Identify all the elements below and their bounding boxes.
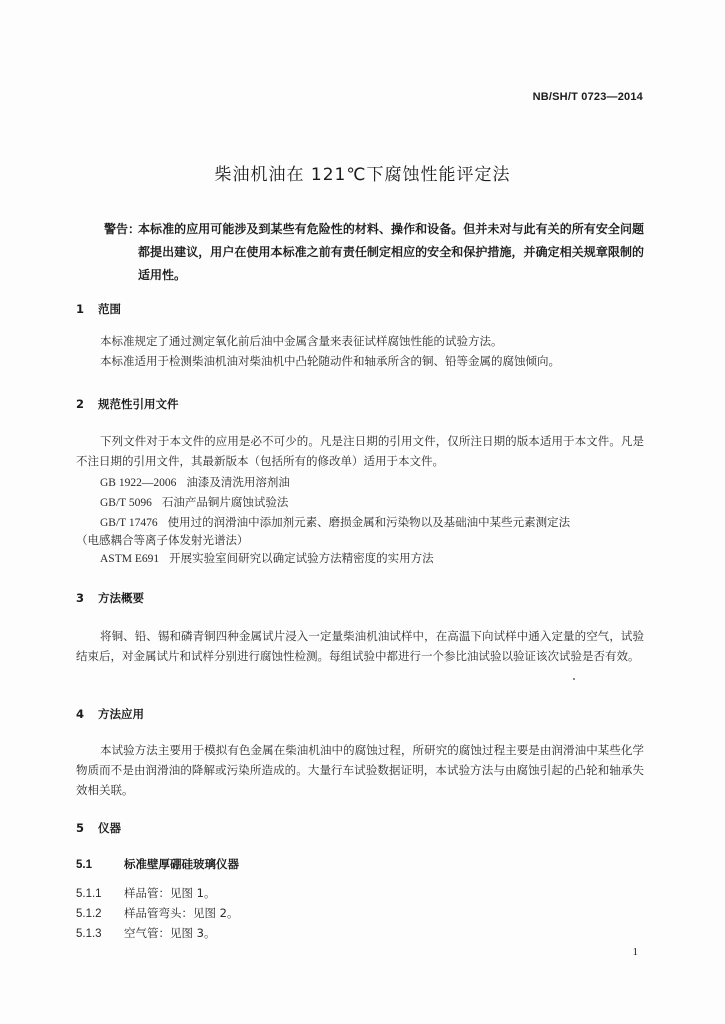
clause-item xyxy=(76,885,215,901)
section-number: 2 xyxy=(76,397,85,411)
clause-number: 5.1.3 xyxy=(76,928,102,940)
reference-code: ASTM E691 xyxy=(100,553,160,565)
section-5-heading xyxy=(76,820,121,836)
section-2-paragraph-1: 下列文件对于本文件的应用是必不可少的。凡是注日期的引用文件，仅所注日期的版本适用于本文件。凡是不注日期的引用文件，其最新版本（包括所有的修改单）适用于本文件。 xyxy=(76,434,644,468)
reference-item xyxy=(100,474,290,490)
section-title: 方法概要 xyxy=(98,591,144,605)
reference-item xyxy=(100,514,570,530)
subsection-title: 标准壁厚硼硅玻璃仪器 xyxy=(124,857,239,871)
section-3-paragraph-1: 将铜、铅、锡和磷青铜四种金属试片浸入一定量柴油机油试样中，在高温下向试样中通入定量的空气，试验结束后，对金属试片和试样分别进行腐蚀性检测。每组试验中都进行一个参比油试验以验证该次试验是否有效。 xyxy=(76,629,644,663)
clause-item xyxy=(76,925,215,941)
page-number: 1 xyxy=(632,946,638,958)
warning-block xyxy=(104,218,644,287)
section-2-heading xyxy=(76,396,179,412)
reference-code: GB/T 17476 xyxy=(100,517,158,529)
reference-code: GB 1922—2006 xyxy=(100,477,177,489)
reference-title: 开展实验室间研究以确定试验方法精密度的实用方法 xyxy=(169,551,434,565)
reference-title: 使用过的润滑油中添加剂元素、磨损金属和污染物以及基础油中某些元素测定法 xyxy=(167,515,571,529)
reference-item xyxy=(100,494,288,510)
section-number: 5 xyxy=(76,821,85,835)
section-1-paragraph-2: 本标准适用于检测柴油机油对柴油机中凸轮随动件和轴承所含的铜、铅等金属的腐蚀倾向。 xyxy=(100,354,560,368)
section-title: 方法应用 xyxy=(98,707,144,721)
clause-number: 5.1.2 xyxy=(76,908,102,920)
section-title: 仪器 xyxy=(98,821,121,835)
clause-item xyxy=(76,905,238,921)
warning-label: 警告： xyxy=(104,222,141,236)
section-3-heading xyxy=(76,590,144,606)
reference-title: 石油产品铜片腐蚀试验法 xyxy=(161,495,289,509)
subsection-5-1 xyxy=(76,856,239,872)
clause-text: 样品管：见图 1。 xyxy=(124,886,216,900)
section-1-heading xyxy=(76,301,121,317)
reference-item-continuation: （电感耦合等离子体发射光谱法） xyxy=(76,533,249,547)
section-1-paragraph-1: 本标准规定了通过测定氧化前后油中金属含量来表征试样腐蚀性能的试验方法。 xyxy=(100,334,503,348)
section-number: 4 xyxy=(76,707,85,721)
section-4-paragraph-1: 本试验方法主要用于模拟有色金属在柴油机油中的腐蚀过程，所研究的腐蚀过程主要是由润滑油中某些化学物质而不是由润滑油的降解或污染所造成的。大量行车试验数据证明，本试验方法与由腐蚀引起的凸轮和轴承失效相关联。 xyxy=(76,743,644,797)
section-number: 3 xyxy=(76,591,85,605)
section-4-heading xyxy=(76,706,144,722)
document-title: 柴油机油在 121℃下腐蚀性能评定法 xyxy=(214,165,511,185)
warning-text: 本标准的应用可能涉及到某些有危险性的材料、操作和设备。但并未对与此有关的所有安全问题都提出建议，用户在使用本标准之前有责任制定相应的安全和保护措施，并确定相关规章限制的适用性。 xyxy=(138,222,644,282)
clause-number: 5.1.1 xyxy=(76,888,102,900)
clause-text: 样品管弯头：见图 2。 xyxy=(124,906,239,920)
section-number: 1 xyxy=(76,302,85,316)
reference-item xyxy=(100,550,434,566)
reference-title: 油漆及清洗用溶剂油 xyxy=(186,475,290,489)
section-title: 范围 xyxy=(98,302,121,316)
subsection-number: 5.1 xyxy=(76,859,92,871)
clause-text: 空气管：见图 3。 xyxy=(124,926,216,940)
standard-code: NB/SH/T 0723—2014 xyxy=(532,91,643,103)
reference-code: GB/T 5096 xyxy=(100,497,152,509)
section-title: 规范性引用文件 xyxy=(98,397,179,411)
scan-speck xyxy=(573,678,575,680)
